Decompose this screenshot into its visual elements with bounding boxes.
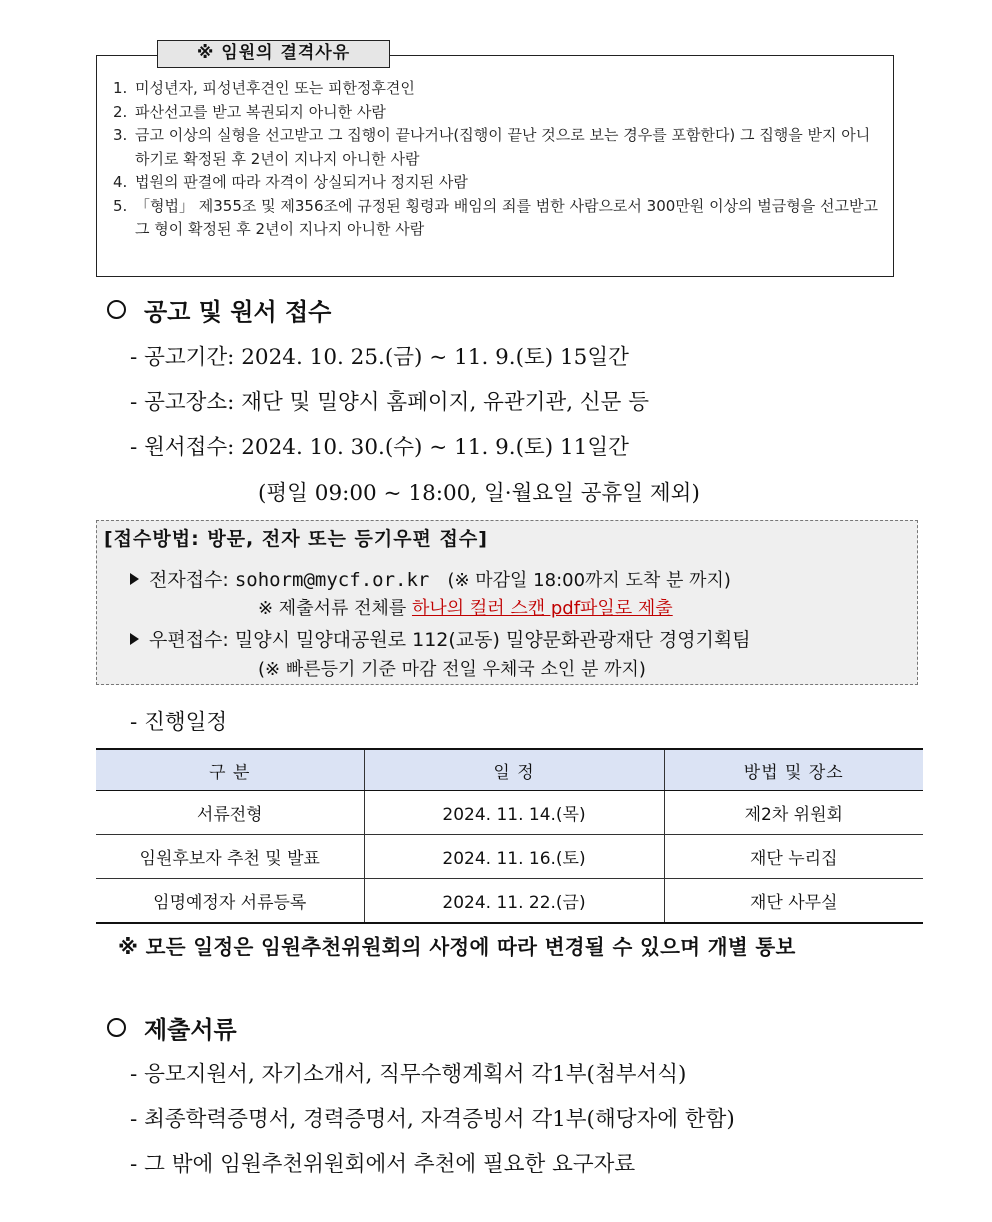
triangle-bullet-icon — [130, 633, 139, 645]
table-cell: 제2차 위원회 — [664, 791, 923, 835]
circle-bullet-icon — [107, 1018, 126, 1037]
disqualification-title: ※ 임원의 결격사유 — [157, 40, 390, 68]
list-item — [113, 101, 883, 125]
documents-item: - 최종학력증명서, 경력증명서, 자격증빙서 각1부(해당자에 한함) — [130, 1107, 735, 1132]
table-cell: 서류전형 — [96, 791, 364, 835]
postal-label: 우편접수: — [149, 629, 235, 651]
receipt-hours: (평일 09:00 ~ 18:00, 일·월요일 공휴일 제외) — [258, 481, 700, 506]
column-header: 일 정 — [364, 749, 664, 791]
announcement-period: - 공고기간: 2024. 10. 25.(금) ~ 11. 9.(토) 15일간 — [130, 345, 629, 370]
item-number: 2. — [113, 102, 128, 121]
list-item — [113, 171, 883, 195]
table-cell: 임원후보자 추천 및 발표 — [96, 835, 364, 879]
disqualification-list — [113, 77, 883, 242]
table-cell: 재단 사무실 — [664, 879, 923, 924]
table-row — [96, 879, 923, 924]
electronic-receipt — [130, 565, 731, 592]
table-cell: 임명예정자 서류등록 — [96, 879, 364, 924]
list-item — [113, 124, 883, 171]
announcement-place: - 공고장소: 재단 및 밀양시 홈페이지, 유관기관, 신문 등 — [130, 390, 650, 415]
documents-item: - 그 밖에 임원추천위원회에서 추천에 필요한 요구자료 — [130, 1152, 636, 1177]
item-text: 파산선고를 받고 복권되지 아니한 사람 — [135, 102, 386, 121]
postal-note: (※ 빠른등기 기준 마감 전일 우체국 소인 분 까지) — [258, 659, 646, 680]
item-text: 금고 이상의 실형을 선고받고 그 집행이 끝나거나(집행이 끝난 것으로 보는 경우를 포함한다) 그 집행을 받지 아니하기로 확정된 후 2년이 지나지 아니한 사람 — [135, 126, 871, 168]
electronic-email[interactable]: sohorm@mycf.or.kr — [234, 569, 430, 591]
announcement-heading — [107, 292, 331, 327]
table-cell: 2024. 11. 16.(토) — [364, 835, 664, 879]
list-item — [113, 195, 883, 242]
item-text: 미성년자, 피성년후견인 또는 피한정후견인 — [135, 79, 415, 97]
item-number: 3. — [113, 126, 128, 144]
column-header: 구 분 — [96, 749, 364, 791]
circle-bullet-icon — [107, 300, 126, 319]
table-header-row — [96, 749, 923, 791]
table-cell: 재단 누리집 — [664, 835, 923, 879]
table-cell: 2024. 11. 14.(목) — [364, 791, 664, 835]
schedule-label: - 진행일정 — [130, 710, 228, 735]
triangle-bullet-icon — [130, 573, 139, 585]
list-item — [113, 77, 883, 101]
submit-note-highlight: 하나의 컬러 스캔 pdf파일로 제출 — [411, 598, 673, 619]
column-header: 방법 및 장소 — [664, 749, 923, 791]
item-number: 1. — [113, 79, 128, 97]
item-number: 4. — [113, 173, 128, 191]
postal-receipt — [130, 625, 751, 652]
method-title: [접수방법: 방문, 전자 또는 등기우편 접수] — [104, 528, 488, 550]
announcement-heading-text: 공고 및 원서 접수 — [144, 297, 332, 326]
table-cell: 2024. 11. 22.(금) — [364, 879, 664, 924]
table-row — [96, 791, 923, 835]
item-text: 「형법」 제355조 및 제356조에 규정된 횡령과 배임의 죄를 범한 사람으로서 300만원 이상의 벌금형을 선고받고 그 형이 확정된 후 2년이 지나지 아니한 사람 — [135, 196, 878, 238]
receipt-period: - 원서접수: 2024. 10. 30.(수) ~ 11. 9.(토) 11일간 — [130, 435, 629, 460]
schedule-notice: ※ 모든 일정은 임원추천위원회의 사정에 따라 변경될 수 있으며 개별 통보 — [118, 935, 796, 959]
electronic-note: (※ 마감일 18:00까지 도착 분 까지) — [447, 570, 731, 591]
submit-note-prefix: ※ 제출서류 전체를 — [258, 598, 412, 619]
item-number: 5. — [113, 196, 128, 215]
submit-note — [258, 594, 673, 620]
schedule-table — [96, 748, 923, 924]
postal-address: 밀양시 밀양대공원로 112(교동) 밀양문화관광재단 경영기획팀 — [234, 629, 751, 651]
electronic-label: 전자접수: — [149, 569, 235, 591]
documents-heading — [107, 1010, 237, 1045]
table-row — [96, 835, 923, 879]
documents-heading-text: 제출서류 — [144, 1015, 237, 1044]
item-text: 법원의 판결에 따라 자격이 상실되거나 정지된 사람 — [135, 173, 468, 191]
documents-item: - 응모지원서, 자기소개서, 직무수행계획서 각1부(첨부서식) — [130, 1062, 687, 1087]
